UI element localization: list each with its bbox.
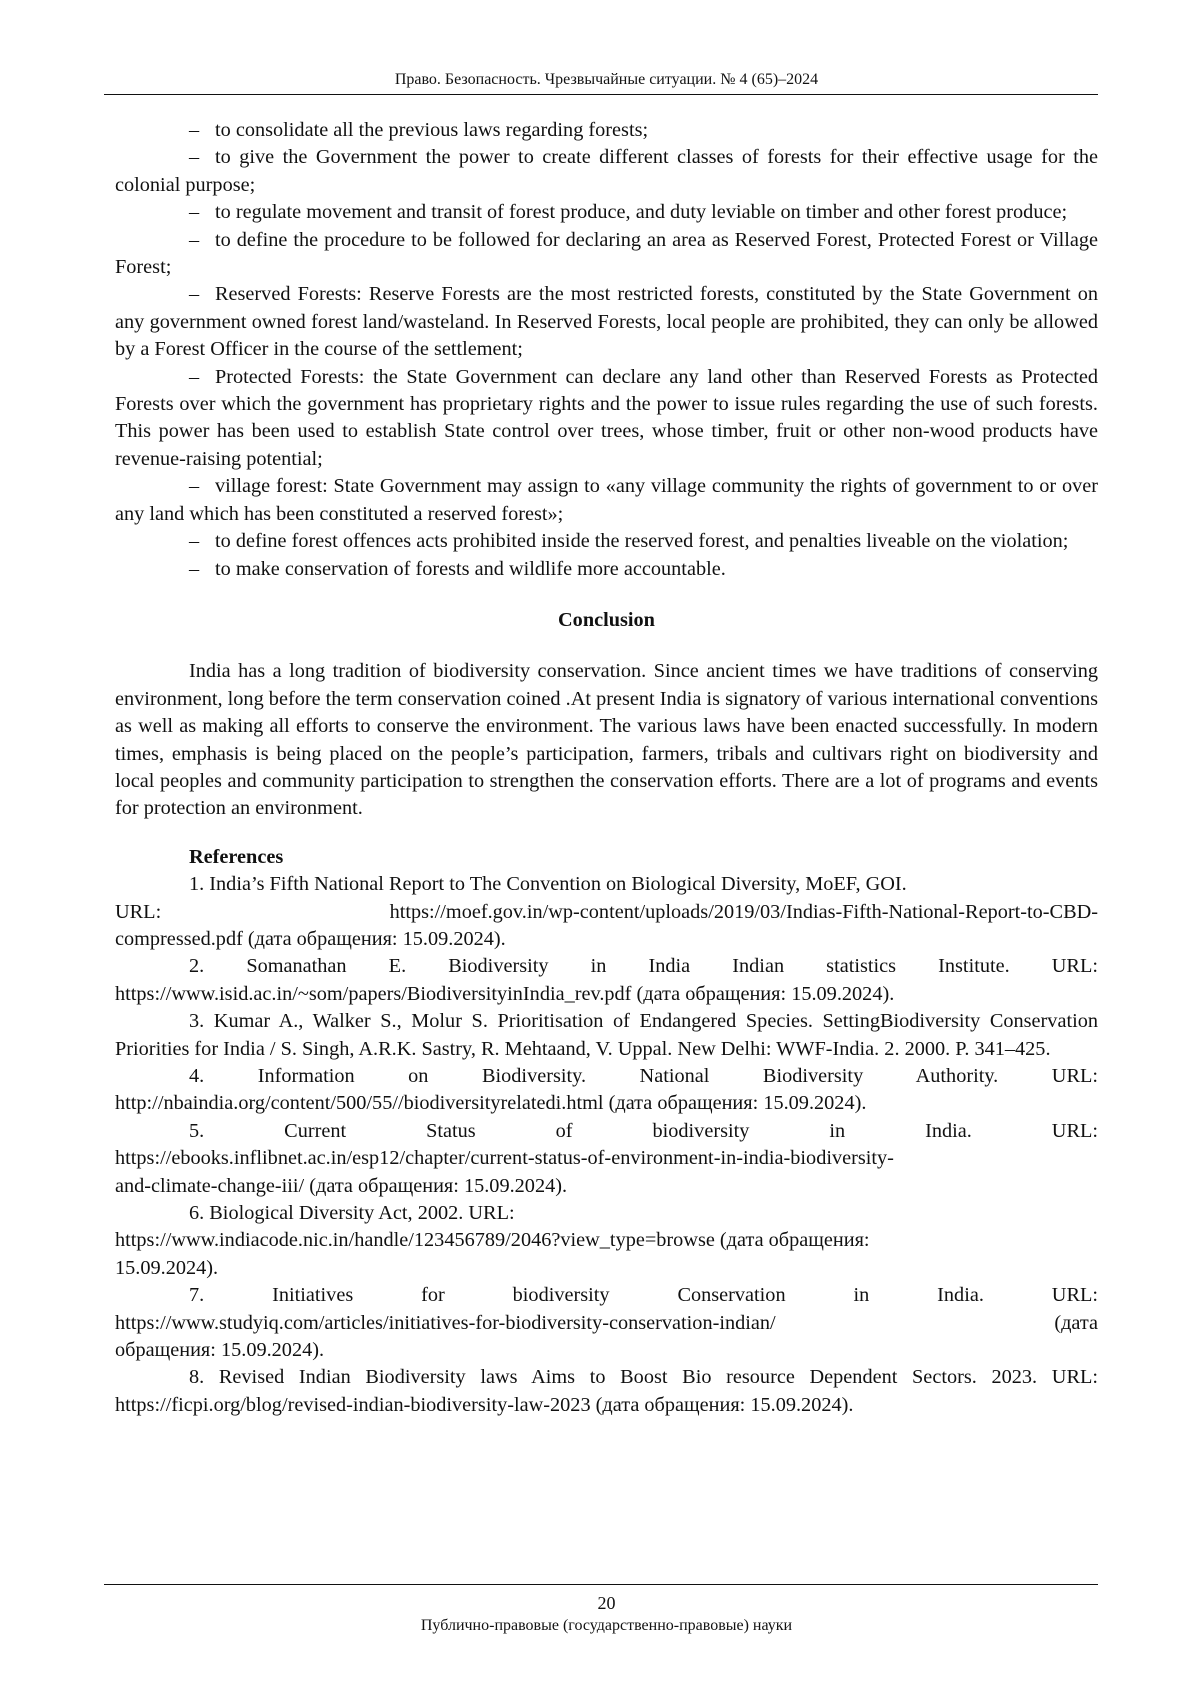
list-item: – to make conservation of forests and wildlife more accountable. — [115, 556, 1098, 583]
reference-item — [115, 1364, 1098, 1419]
reference-line: 6. Biological Diversity Act, 2002. URL: — [189, 1202, 515, 1225]
dash-marker: – — [189, 365, 200, 388]
reference-item — [115, 871, 1098, 953]
list-item: – to define forest offences acts prohibited inside the reserved forest, and penalties liveable on the violation; — [115, 528, 1098, 555]
reference-line: обращения: 15.09.2024). — [115, 1339, 325, 1362]
list-item: – to consolidate all the previous laws regarding forests; — [115, 117, 1098, 144]
dash-marker: – — [189, 119, 200, 141]
forest-act-objectives-list — [115, 117, 1098, 583]
reference-item — [115, 953, 1098, 1008]
reference-line: 8. Revised Indian Biodiversity laws Aims to Boost Bio resource Dependent Sectors. 2023. URL: https://ficpi.org/blog/revised-indian-biodiversity-law-2023 (дата обращения: 15.09.2024). — [115, 1366, 1098, 1416]
footer-section-title: Публично-правовые (государственно-правовые) науки — [420, 1617, 793, 1634]
reference-line: 4. Information on Biodiversity. National Biodiversity Authority. URL: — [189, 1065, 1098, 1087]
dash-marker: – — [189, 201, 200, 224]
list-item: – Protected Forests: the State Government can declare any land other than Reserved Forests as Protected Forests over which the government has proprietary rights and the power to issue rules regarding the use of such forests. This power has been used to establish State control over trees, whose timber, fruit or other non-wood products have revenue-raising potential; — [115, 365, 1098, 470]
running-header: Право. Безопасность. Чрезвычайные ситуации. № 4 (65)–2024 — [394, 71, 819, 88]
references-heading: References — [189, 845, 284, 868]
reference-url-line: https://www.indiacode.nic.in/handle/123456789/2046?view_type=browse (дата обращения: — [115, 1229, 870, 1252]
conclusion-paragraph: India has a long tradition of biodiversity conservation. Since ancient times we have traditions of conserving environment, long before the term conservation coined .At present India is signatory of various international conventions as well as making all efforts to conserve the environment. The various laws have been enacted successfully. In modern times, emphasis is being placed on the people’s participation, farmers, tribals and cultivars right on biodiversity and local peoples and community participation to strengthen the conservation efforts. There are a lot of programs and events for protection an environment. — [115, 660, 1098, 820]
list-item: – to give the Government the power to create different classes of forests for their effective usage for the colonial purpose; — [115, 146, 1098, 196]
reference-item — [115, 1008, 1098, 1063]
dash-marker: – — [189, 283, 200, 306]
reference-line: 1. India’s Fifth National Report to The Convention on Biological Diversity, MoEF, GOI. — [189, 873, 907, 896]
list-item: – to regulate movement and transit of forest produce, and duty leviable on timber and other forest produce; — [115, 199, 1098, 226]
reference-line: 5. Current Status of biodiversity in India. URL: — [189, 1119, 1098, 1142]
reference-url-line: https://www.isid.ac.in/~som/papers/BiodiversityinIndia_rev.pdf (дата обращения: 15.09.2024). — [115, 982, 895, 1005]
reference-item — [115, 1063, 1098, 1118]
reference-line: compressed.pdf (дата обращения: 15.09.2024). — [115, 927, 506, 950]
dash-marker: – — [189, 475, 200, 498]
page-number: 20 — [597, 1593, 616, 1613]
reference-url-line: https://www.studyiq.com/articles/initiatives-for-biodiversity-conservation-indian/ (дата — [115, 1311, 1098, 1334]
reference-item — [115, 1118, 1098, 1200]
dash-marker: – — [189, 557, 200, 580]
reference-line: and-climate-change-iii/ (дата обращения: 15.09.2024). — [115, 1174, 568, 1197]
reference-item — [115, 1282, 1098, 1364]
list-item: – village forest: State Government may assign to «any village community the rights of government to or over any land which has been constituted a reserved forest»; — [115, 475, 1098, 525]
dash-marker: – — [189, 530, 200, 553]
reference-url-line: https://ebooks.inflibnet.ac.in/esp12/chapter/current-status-of-environment-in-india-biodiversity- — [115, 1147, 894, 1170]
footer-rule — [104, 1584, 1098, 1585]
reference-url-line: http://nbaindia.org/content/500/55//biodiversityrelatedi.html (дата обращения: 15.09.2024). — [115, 1092, 867, 1115]
references-section — [115, 844, 1098, 1420]
reference-line: 7. Initiatives for biodiversity Conservation in India. URL: — [189, 1284, 1098, 1307]
conclusion-heading: Conclusion — [558, 608, 655, 631]
list-item: – to define the procedure to be followed for declaring an area as Reserved Forest, Protected Forest or Village Forest; — [115, 228, 1098, 279]
header-rule — [104, 94, 1098, 95]
article-body — [115, 117, 1098, 1419]
reference-line: 2. Somanathan E. Biodiversity in India Indian statistics Institute. URL: — [189, 955, 1098, 978]
reference-line: 3. Kumar A., Walker S., Molur S. Prioritisation of Endangered Species. SettingBiodiversity Conservation Priorities for India / S. Singh, A.R.K. Sastry, R. Mehtaand, V. Uppal. New Delhi: WWF-India. 2. 2000. P. 341–425. — [115, 1010, 1098, 1060]
dash-marker: – — [189, 228, 200, 251]
reference-line: 15.09.2024). — [115, 1256, 219, 1279]
list-item: – Reserved Forests: Reserve Forests are the most restricted forests, constituted by the State Government on any government owned forest land/wasteland. In Reserved Forests, local people are prohibited, they can only be allowed by a Forest Officer in the course of the settlement; — [115, 283, 1098, 361]
reference-item — [115, 1200, 1098, 1282]
reference-url-line: URL: https://moef.gov.in/wp-content/uploads/2019/03/Indias-Fifth-National-Report-to-CBD- — [115, 900, 1098, 923]
dash-marker: – — [189, 146, 200, 169]
